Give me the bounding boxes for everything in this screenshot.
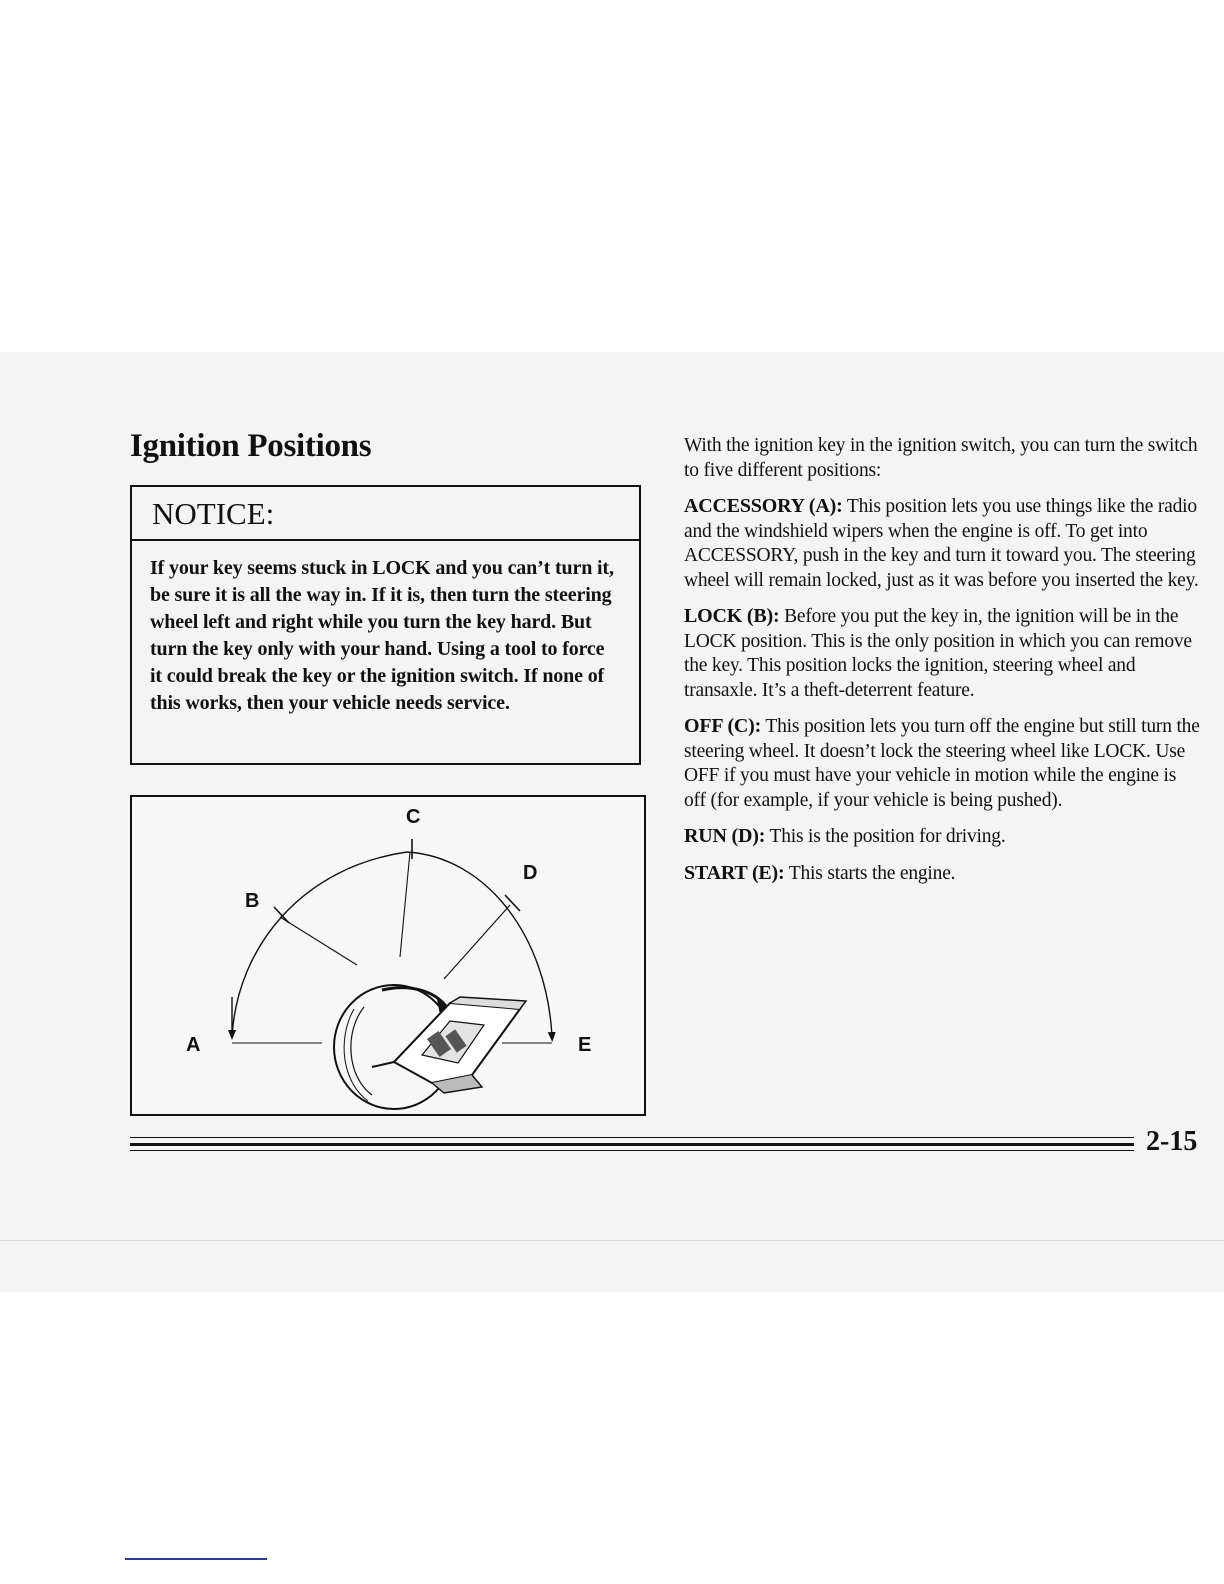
- page-title: Ignition Positions: [130, 428, 372, 464]
- page-stub-line: [125, 1558, 267, 1560]
- footer-rule-bottom: [130, 1150, 1134, 1151]
- position-term: LOCK (B):: [684, 605, 780, 627]
- figure-label-d: D: [523, 862, 538, 884]
- ignition-diagram-drawing: [132, 797, 644, 1114]
- position-term: OFF (C):: [684, 715, 762, 737]
- ignition-positions-text: [684, 434, 1200, 897]
- figure-label-c: C: [406, 806, 421, 828]
- ignition-diagram: [130, 795, 646, 1116]
- position-description: This is the position for driving.: [765, 826, 1006, 847]
- footer-rule-thick: [130, 1143, 1134, 1146]
- figure-label-e: E: [578, 1034, 592, 1056]
- position-accessory: [684, 494, 1200, 593]
- figure-label-a: A: [186, 1034, 201, 1056]
- position-description: Before you put the key in, the ignition will be in the LOCK position. This is the only position in which you can remove the key. This position locks the ignition, steering wheel and transaxle. It’s a theft-deterrent feature.: [684, 606, 1192, 701]
- position-run: [684, 824, 1200, 850]
- position-term: RUN (D):: [684, 825, 766, 847]
- position-description: This position lets you use things like the radio and the windshield wipers when the engine is off. To get into ACCESSORY, push in the key and turn it toward you. The steering wheel will remain locked, just as it was before you inserted the key.: [684, 496, 1199, 591]
- position-description: This starts the engine.: [784, 862, 956, 884]
- scan-band-edge: [0, 1240, 1224, 1241]
- intro-paragraph: With the ignition key in the ignition switch, you can turn the switch to five different positions:: [684, 435, 1198, 481]
- notice-box: [130, 485, 641, 765]
- page-number: 2-15: [1146, 1126, 1198, 1157]
- position-start: [684, 861, 1200, 887]
- position-lock: [684, 604, 1200, 703]
- position-description: This position lets you turn off the engine but still turn the steering wheel. It doesn’t lock the steering wheel like LOCK. Use OFF if you must have your vehicle in motion while the engine is off (for example, if your vehicle is being pushed).: [684, 716, 1200, 811]
- position-term: ACCESSORY (A):: [684, 495, 843, 517]
- notice-heading: NOTICE:: [132, 487, 639, 541]
- figure-label-b: B: [245, 890, 260, 912]
- position-off: [684, 714, 1200, 813]
- footer-rule: [130, 1137, 1134, 1138]
- notice-body: If your key seems stuck in LOCK and you can’t turn it, be sure it is all the way in. If it is, then turn the steering wheel left and right while you turn the key hard. But turn the key only with your hand. Using a tool to force it could break the key or the ignition switch. If none of this works, then your vehicle needs service.: [150, 557, 614, 714]
- position-term: START (E):: [684, 861, 785, 884]
